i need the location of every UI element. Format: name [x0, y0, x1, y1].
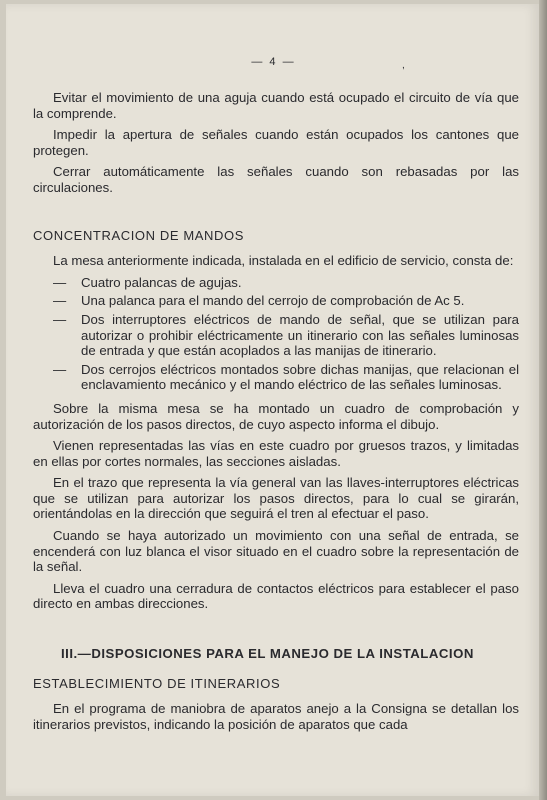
list-item-text: Cuatro palancas de agujas.	[81, 274, 242, 290]
stray-mark: ,	[402, 60, 405, 71]
body-paragraph-5: Lleva el cuadro una cerradura de contactos eléctricos para establecer el paso directo en ambas direcciones.	[33, 580, 519, 612]
list-item-text: Dos interruptores eléctricos de mando de señal, que se utilizan para autorizar o prohibir eléctricamente un itinerario con las señales luminosas de entrada y que están acoplados a las manijas de itinerario.	[81, 311, 519, 359]
page-edge-shadow	[539, 0, 547, 800]
dash-mark: —	[53, 293, 67, 309]
dash-mark: —	[53, 274, 67, 290]
list-item	[53, 362, 519, 393]
equipment-list	[53, 275, 519, 393]
intro-paragraph-2: Impedir la apertura de señales cuando están ocupados los cantones que protegen.	[33, 127, 519, 158]
list-item	[53, 312, 519, 359]
heading-concentracion: CONCENTRACION DE MANDOS	[33, 227, 244, 243]
heading-establecimiento: ESTABLECIMIENTO DE ITINERARIOS	[33, 675, 281, 691]
dash-mark: —	[53, 361, 67, 377]
list-item	[53, 293, 519, 309]
section-title: III.—DISPOSICIONES PARA EL MANEJO DE LA INSTALACION	[61, 646, 474, 662]
page-number: — 4 —	[251, 56, 296, 68]
list-item	[53, 275, 519, 291]
lead-paragraph: La mesa anteriormente indicada, instalada en el edificio de servicio, consta de:	[53, 253, 514, 269]
intro-paragraph-3: Cerrar automáticamente las señales cuando son rebasadas por las circulaciones.	[33, 164, 519, 195]
dash-mark: —	[53, 311, 67, 327]
closing-paragraph: En el programa de maniobra de aparatos anejo a la Consigna se detallan los itinerarios previstos, indicando la posición de aparatos que cada	[33, 701, 519, 732]
list-item-text: Una palanca para el mando del cerrojo de comprobación de Ac 5.	[81, 293, 465, 309]
page-content	[33, 90, 519, 738]
intro-paragraph-1: Evitar el movimiento de una aguja cuando está ocupado el circuito de vía que la comprende.	[33, 90, 519, 121]
body-paragraph-2: Vienen representadas las vías en este cuadro por gruesos trazos, y limitadas en ellas por cortes normales, las secciones aisladas.	[33, 438, 519, 469]
body-paragraph-1: Sobre la misma mesa se ha montado un cuadro de comprobación y autorización de los pasos directos, de cuyo aspecto informa el dibujo.	[33, 400, 519, 432]
body-paragraph-4: Cuando se haya autorizado un movimiento con una señal de entrada, se encenderá con luz blanca el visor situado en el cuadro sobre la representación de la señal.	[33, 528, 519, 575]
body-paragraph-3: En el trazo que representa la vía general van las llaves-interruptores eléctricas que se utilizan para autorizar los pasos directos, para lo cual se girarán, orientándolas en la dirección que seguirá el tren al efectuar el paso.	[33, 475, 519, 522]
list-item-text: Dos cerrojos eléctricos montados sobre dichas manijas, que relacionan el enclavamiento mecánico y el mando eléctrico de las señales luminosas.	[81, 361, 519, 393]
